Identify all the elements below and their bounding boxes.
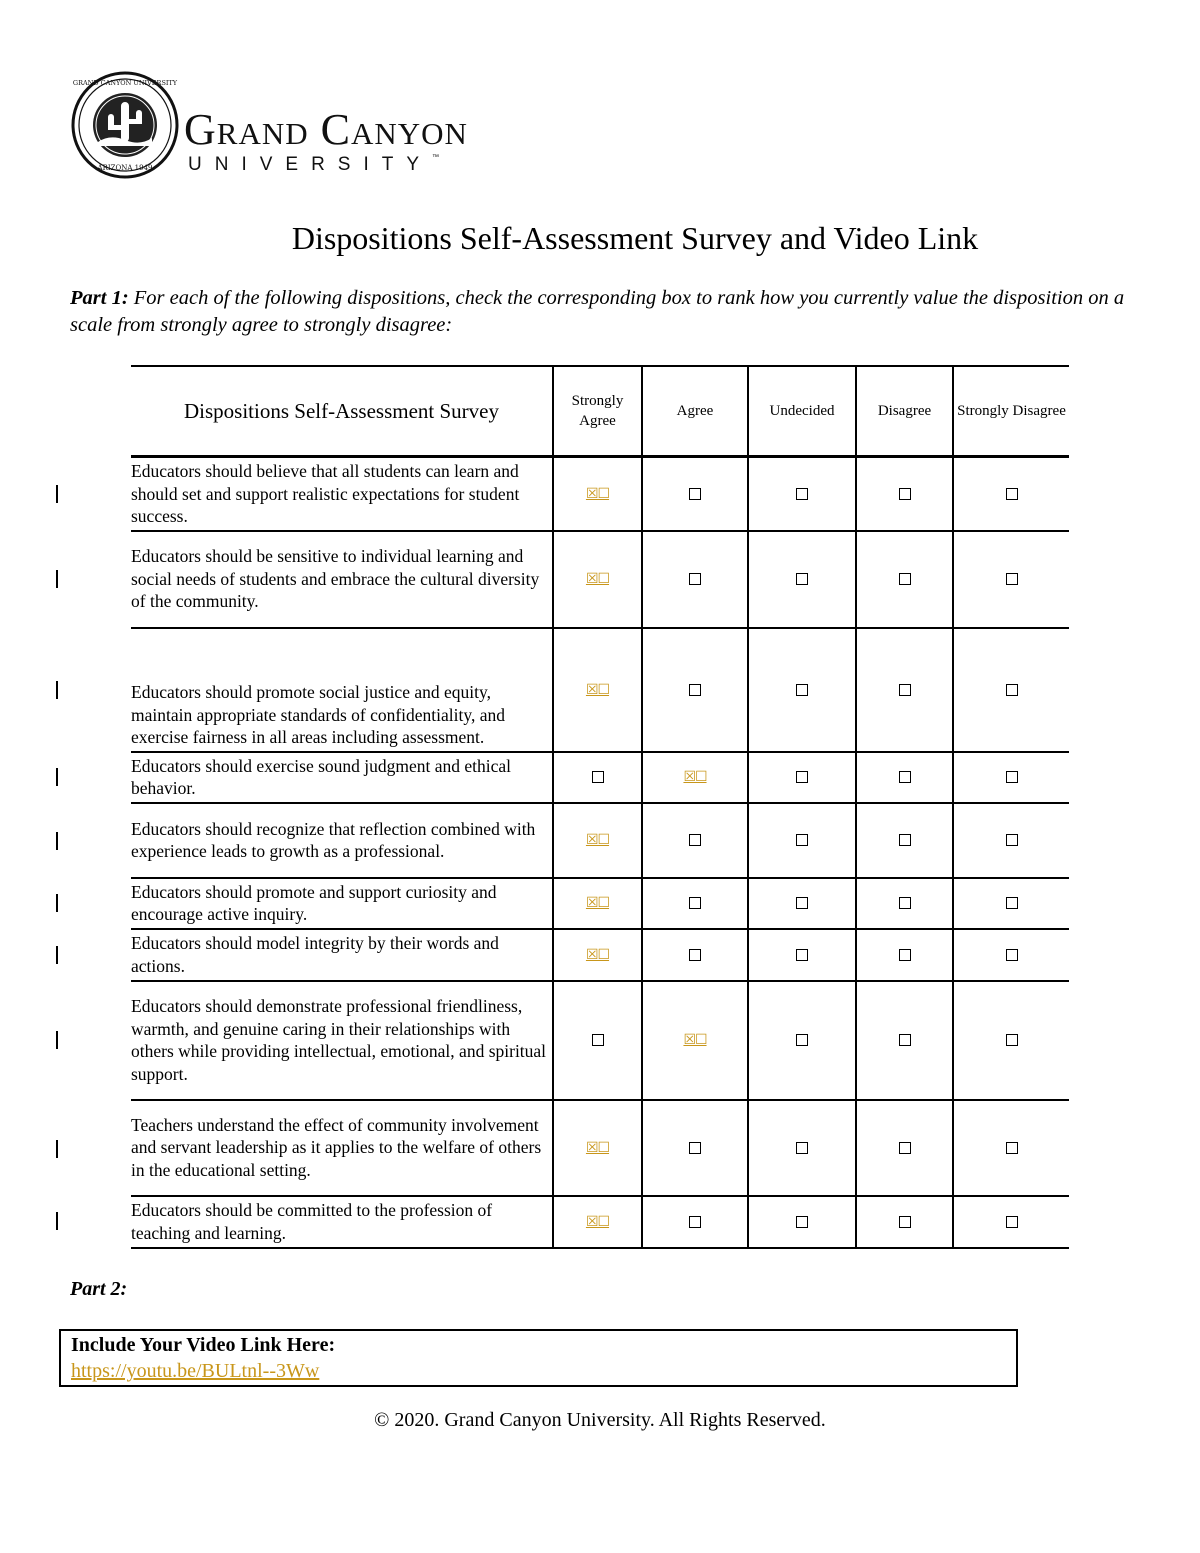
checkbox-undecided[interactable] [796,573,808,585]
rating-cell-disagree [856,752,953,803]
column-disagree: Disagree [856,366,953,457]
survey-table [131,365,1069,1249]
rating-cell-strongly-disagree [953,531,1069,628]
checkbox-undecided[interactable] [796,949,808,961]
rating-cell-undecided [748,752,856,803]
survey-row [131,1100,1069,1196]
checkbox-disagree[interactable] [899,1142,911,1154]
checkbox-agree[interactable] [689,684,701,696]
survey-header-label: Dispositions Self-Assessment Survey [131,366,553,457]
checked-box-icon[interactable]: ☒☐ [585,895,610,912]
disposition-statement: Educators should be sensitive to individual learning and social needs of students and embrace the cultural diversity of the community. [131,531,553,628]
rating-cell-strongly-agree [553,628,642,752]
checkbox-undecided[interactable] [796,488,808,500]
row-change-marker [56,1212,58,1230]
checkbox-disagree[interactable] [899,684,911,696]
checkbox-strongly-disagree[interactable] [1006,1216,1018,1228]
rating-cell-disagree [856,803,953,878]
row-change-marker [56,832,58,850]
rating-cell-strongly-disagree [953,752,1069,803]
svg-text:ARIZONA 1949: ARIZONA 1949 [97,164,153,172]
brand-name: Grand Canyon [184,105,468,154]
checked-box-icon[interactable]: ☒☐ [585,681,610,698]
row-change-marker [56,1140,58,1158]
rating-cell-strongly-agree [553,457,642,531]
part1-instructions [70,285,1145,339]
checkbox-disagree[interactable] [899,573,911,585]
video-link-box [59,1329,1018,1387]
checkbox-strongly-disagree[interactable] [1006,834,1018,846]
survey-row [131,628,1069,752]
svg-text:GRAND CANYON UNIVERSITY: GRAND CANYON UNIVERSITY [72,79,178,87]
rating-cell-disagree [856,628,953,752]
disposition-statement: Educators should model integrity by their words and actions. [131,929,553,981]
checkbox-undecided[interactable] [796,1034,808,1046]
rating-cell-disagree [856,981,953,1100]
checked-box-icon[interactable]: ☒☐ [585,946,610,963]
video-link-label: Include Your Video Link Here: [71,1334,336,1356]
checkbox-agree[interactable] [689,949,701,961]
disposition-statement: Educators should believe that all students can learn and should set and support realistic expectations for student success. [131,457,553,531]
university-logo [70,70,550,182]
checkbox-agree[interactable] [689,1142,701,1154]
part1-text: For each of the following dispositions, check the corresponding box to rank how you currently value the disposition on a scale from strongly agree to strongly disagree: [70,287,1125,336]
rating-cell-undecided [748,803,856,878]
checkbox-agree[interactable] [689,573,701,585]
rating-cell-undecided [748,628,856,752]
rating-cell-strongly-disagree [953,878,1069,929]
checkbox-disagree[interactable] [899,897,911,909]
checkbox-disagree[interactable] [899,488,911,500]
checkbox-disagree[interactable] [899,1034,911,1046]
rating-cell-agree [642,628,748,752]
row-change-marker [56,768,58,786]
checked-box-icon[interactable]: ☒☐ [683,769,707,786]
checked-box-icon[interactable]: ☒☐ [683,1032,707,1049]
disposition-statement: Teachers understand the effect of community involvement and servant leadership as it applies to the welfare of others in the educational setting. [131,1100,553,1196]
rating-cell-strongly-agree [553,752,642,803]
rating-cell-agree [642,752,748,803]
rating-cell-disagree [856,457,953,531]
rating-cell-strongly-disagree [953,803,1069,878]
disposition-statement: Educators should promote and support curiosity and encourage active inquiry. [131,878,553,929]
row-change-marker [56,1031,58,1049]
disposition-statement: Educators should promote social justice and equity, maintain appropriate standards of confidentiality, and exercise fairness in all areas including assessment. [131,628,553,752]
rating-cell-strongly-agree [553,878,642,929]
checkbox-strongly-disagree[interactable] [1006,684,1018,696]
checkbox-undecided[interactable] [796,1216,808,1228]
row-change-marker [56,681,58,699]
survey-row [131,1196,1069,1248]
part1-label: Part 1: [70,287,129,309]
rating-cell-undecided [748,531,856,628]
row-change-marker [56,570,58,588]
checkbox-strongly-disagree[interactable] [1006,949,1018,961]
checkbox-undecided[interactable] [796,771,808,783]
rating-cell-agree [642,929,748,981]
checkbox-strongly-agree[interactable] [592,771,604,783]
video-link[interactable]: https://youtu.be/BULtnl--3Ww [71,1360,320,1382]
disposition-statement: Educators should exercise sound judgment and ethical behavior. [131,752,553,803]
checkbox-strongly-disagree[interactable] [1006,1034,1018,1046]
rating-cell-agree [642,803,748,878]
column-strongly-agree: Strongly Agree [553,366,642,457]
brand-wordmark [184,105,468,176]
rating-cell-strongly-agree [553,1196,642,1248]
part2-label: Part 2: [70,1278,128,1300]
survey-row [131,752,1069,803]
column-undecided: Undecided [748,366,856,457]
rating-cell-strongly-disagree [953,981,1069,1100]
rating-cell-disagree [856,929,953,981]
checkbox-strongly-disagree[interactable] [1006,897,1018,909]
disposition-statement: Educators should recognize that reflection combined with experience leads to growth as a professional. [131,803,553,878]
checkbox-agree[interactable] [689,834,701,846]
rating-cell-strongly-agree [553,981,642,1100]
row-change-marker [56,485,58,503]
checkbox-strongly-agree[interactable] [592,1034,604,1046]
rating-cell-agree [642,878,748,929]
rating-cell-disagree [856,878,953,929]
rating-cell-strongly-agree [553,531,642,628]
rating-cell-disagree [856,1196,953,1248]
checkbox-undecided[interactable] [796,684,808,696]
checked-box-icon[interactable]: ☒☐ [585,832,610,849]
checked-box-icon[interactable]: ☒☐ [585,1139,610,1156]
checkbox-agree[interactable] [689,897,701,909]
rating-cell-undecided [748,929,856,981]
row-change-marker [56,894,58,912]
rating-cell-agree [642,457,748,531]
rating-cell-strongly-disagree [953,1196,1069,1248]
checkbox-strongly-disagree[interactable] [1006,771,1018,783]
checkbox-disagree[interactable] [899,949,911,961]
row-change-marker [56,946,58,964]
survey-row [131,878,1069,929]
checkbox-agree[interactable] [689,488,701,500]
checkbox-undecided[interactable] [796,897,808,909]
checkbox-strongly-disagree[interactable] [1006,573,1018,585]
document-title: Dispositions Self-Assessment Survey and Video Link [291,220,979,256]
rating-cell-strongly-agree [553,1100,642,1196]
rating-cell-agree [642,531,748,628]
rating-cell-disagree [856,1100,953,1196]
brand-subtitle: UNIVERSITY™ [188,154,440,175]
checkbox-disagree[interactable] [899,834,911,846]
checkbox-disagree[interactable] [899,1216,911,1228]
checkbox-undecided[interactable] [796,1142,808,1154]
rating-cell-disagree [856,531,953,628]
university-seal-icon [70,70,180,180]
disposition-statement: Educators should be committed to the profession of teaching and learning. [131,1196,553,1248]
column-strongly-disagree: Strongly Disagree [953,366,1069,457]
copyright-footer: © 2020. Grand Canyon University. All Rights Reserved. [374,1409,826,1431]
rating-cell-agree [642,1196,748,1248]
disposition-statement: Educators should demonstrate professional friendliness, warmth, and genuine caring in their relationships with others while providing intellectual, emotional, and spiritual support. [131,981,553,1100]
checkbox-undecided[interactable] [796,834,808,846]
trademark-symbol: ™ [432,154,440,161]
checkbox-disagree[interactable] [899,771,911,783]
checked-box-icon[interactable]: ☒☐ [585,1213,610,1230]
checkbox-strongly-disagree[interactable] [1006,488,1018,500]
rating-cell-agree [642,981,748,1100]
rating-cell-undecided [748,457,856,531]
rating-cell-agree [642,1100,748,1196]
survey-row [131,457,1069,531]
column-agree: Agree [642,366,748,457]
rating-cell-undecided [748,1196,856,1248]
rating-cell-undecided [748,878,856,929]
survey-row [131,929,1069,981]
rating-cell-undecided [748,1100,856,1196]
checkbox-strongly-disagree[interactable] [1006,1142,1018,1154]
survey-row [131,981,1069,1100]
rating-cell-undecided [748,981,856,1100]
survey-header-row [131,366,1069,457]
checkbox-agree[interactable] [689,1216,701,1228]
rating-cell-strongly-disagree [953,1100,1069,1196]
rating-cell-strongly-disagree [953,628,1069,752]
rating-cell-strongly-disagree [953,457,1069,531]
survey-row [131,803,1069,878]
checked-box-icon[interactable]: ☒☐ [585,486,610,503]
rating-cell-strongly-agree [553,929,642,981]
rating-cell-strongly-disagree [953,929,1069,981]
checked-box-icon[interactable]: ☒☐ [585,571,610,588]
rating-cell-strongly-agree [553,803,642,878]
survey-row [131,531,1069,628]
